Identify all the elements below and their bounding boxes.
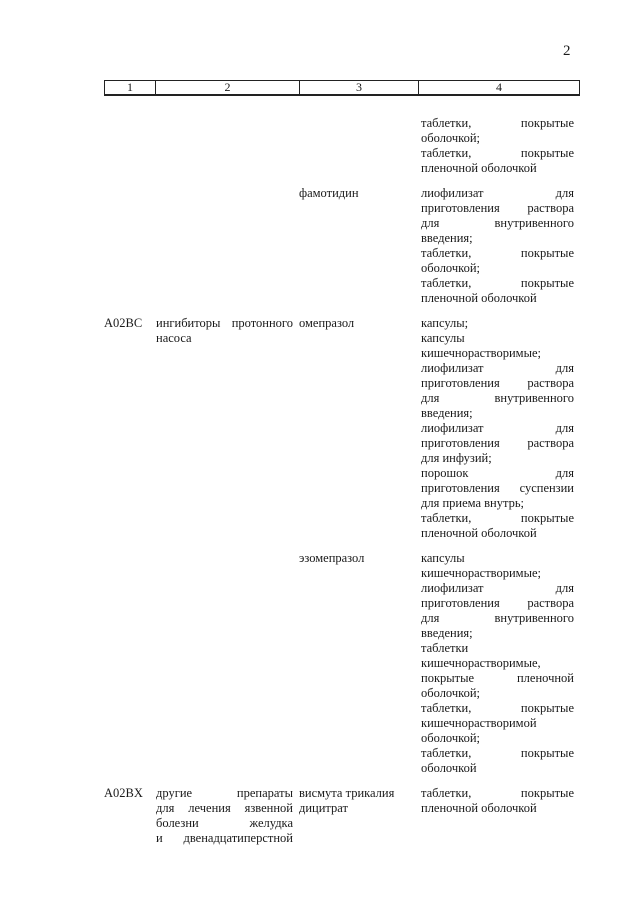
cell-line: для приема внутрь; [421, 496, 525, 510]
cell-line: кишечнорастворимой [421, 716, 537, 730]
cell-line: пленочной оболочкой [421, 291, 537, 305]
cell-line: покрытые пленочной [421, 671, 574, 685]
cell-line: лиофилизат для [421, 421, 574, 435]
column-header-4: 4 [419, 81, 580, 96]
column-header-row [105, 81, 580, 96]
column-header-2: 2 [156, 81, 300, 96]
cell-line: оболочкой; [421, 131, 480, 145]
cell-line: капсулы; [421, 316, 469, 330]
cell-line: приготовления раствора [421, 596, 574, 610]
row-1-drug: фамотидин [299, 186, 359, 200]
cell-line: для инфузий; [421, 451, 492, 465]
row-3-forms [421, 551, 574, 776]
cell-line: оболочкой; [421, 261, 480, 275]
cell-line: таблетки, покрытые [421, 786, 574, 800]
row-4-group [156, 786, 293, 846]
cell-line: капсулы [421, 331, 465, 345]
cell-line: другие препараты [156, 786, 293, 800]
cell-line: оболочкой; [421, 731, 480, 745]
cell-line: пленочной оболочкой [421, 801, 537, 815]
cell-line: таблетки, покрытые [421, 511, 574, 525]
cell-line: лиофилизат для [421, 186, 574, 200]
page-number: 2 [563, 43, 571, 59]
cell-line: лиофилизат для [421, 581, 574, 595]
cell-line: порошок для [421, 466, 574, 480]
cell-line: ингибиторы протонного [156, 316, 293, 330]
column-header-3: 3 [300, 81, 419, 96]
cell-line: пленочной оболочкой [421, 161, 537, 175]
cell-line: таблетки, покрытые [421, 701, 574, 715]
cell-line: для внутривенного [421, 611, 574, 625]
row-1-forms [421, 186, 574, 306]
row-4-drug: висмута трикалия дицитрат [299, 786, 395, 815]
cell-line: таблетки, покрытые [421, 746, 574, 760]
column-header-table [104, 80, 580, 96]
cell-line: лиофилизат для [421, 361, 574, 375]
cell-line: для лечения язвенной [156, 801, 293, 815]
cell-line: кишечнорастворимые; [421, 566, 541, 580]
cell-line: и двенадцатиперстной [156, 831, 293, 845]
cell-line: оболочкой [421, 761, 477, 775]
cell-line: насоса [156, 331, 192, 345]
cell-line: приготовления раствора [421, 376, 574, 390]
cell-line: приготовления суспензии [421, 481, 574, 495]
column-header-1: 1 [105, 81, 156, 96]
cell-line: пленочной оболочкой [421, 526, 537, 540]
cell-line: введения; [421, 231, 473, 245]
cell-line: оболочкой; [421, 686, 480, 700]
row-4-code: A02BX [104, 786, 143, 800]
cell-line: введения; [421, 406, 473, 420]
cell-line: для внутривенного [421, 391, 574, 405]
cell-line: введения; [421, 626, 473, 640]
cell-line: приготовления раствора [421, 436, 574, 450]
row-2-forms [421, 316, 574, 541]
cell-line: таблетки, покрытые [421, 116, 574, 130]
row-3-drug: эзомепразол [299, 551, 365, 565]
cell-line: болезни желудка [156, 816, 293, 830]
cell-line: таблетки, покрытые [421, 276, 574, 290]
row-2-group [156, 316, 293, 346]
cell-line: кишечнорастворимые; [421, 346, 541, 360]
cell-line: приготовления раствора [421, 201, 574, 215]
cell-line: кишечнорастворимые, [421, 656, 541, 670]
row-2-drug: омепразол [299, 316, 355, 330]
cell-line: для внутривенного [421, 216, 574, 230]
row-4-forms [421, 786, 574, 816]
row-0-forms [421, 116, 574, 176]
cell-line: таблетки, покрытые [421, 146, 574, 160]
cell-line: таблетки, покрытые [421, 246, 574, 260]
row-2-code: A02BC [104, 316, 143, 330]
cell-line: таблетки [421, 641, 469, 655]
cell-line: капсулы [421, 551, 465, 565]
